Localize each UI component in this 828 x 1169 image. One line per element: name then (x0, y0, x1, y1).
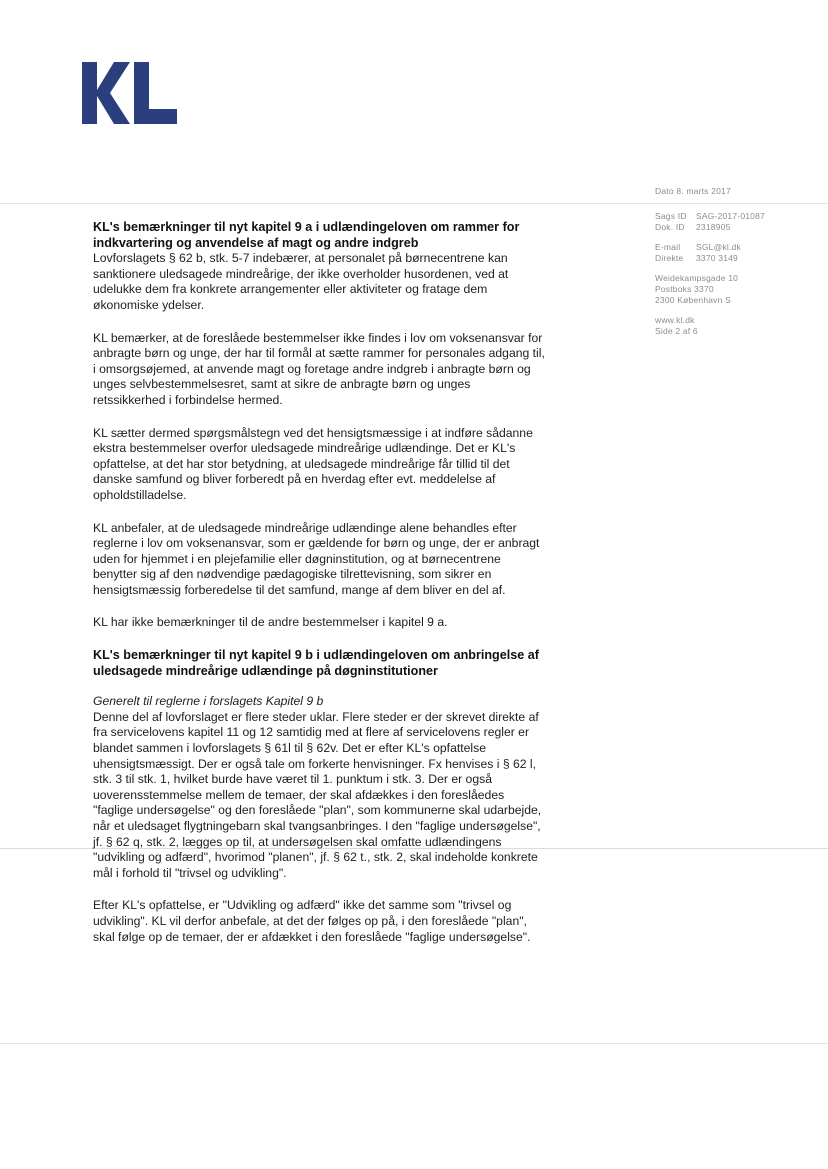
document-body (93, 220, 545, 962)
address-line-2: Postboks 3370 (655, 284, 714, 294)
direkte-label: Direkte (655, 253, 684, 263)
dok-id-value: 2318905 (696, 222, 731, 232)
sags-id-value: SAG-2017-01087 (696, 211, 765, 221)
kl-logo (82, 62, 177, 124)
date-line: Dato 8. marts 2017 (655, 186, 731, 196)
email-label: E-mail (655, 242, 681, 252)
paragraph-2: KL bemærker, at de foreslåede bestemmelser ikke findes i lov om voksenansvar for anbragte børn og unge, der har til formål at sætte rammer for personales adgang til, i omsorgsøjemed, at anvende magt og foretage andre indgreb i anbragte børn og unges selvbestemmelsesret, samt at sikre de anbragte børn og unges retssikkerhed i forbindelse hermed. (93, 330, 545, 407)
section-heading-9b: KL's bemærkninger til nyt kapitel 9 b i udlændingeloven om anbringelse af uledsagede mindreårige udlændinge på døgninstitutioner (93, 648, 539, 678)
paragraph-6: Denne del af lovforslaget er flere steder uklar. Flere steder er der skrevet direkte af fra servicelovens kapitel 11 og 12 samtidig med at flere af servicelovens regler er blandet sammen i lovforslagets § 61l til § 62v. Det er efter KL's opfattelse uhensigtsmæssigt. Der er også tale om forkerte henvisninger. Fx henvises i § 62 l, stk. 3 til stk. 1, hvilket burde have været til 1. punktum i stk. 3. Der er også uoverensstemmelse mellem de temaer, der skal afdækkes i den foreslåedes "faglige undersøgelse" og den foreslåede "plan", som kommunerne skal udarbejde, når et uledsaget flygtningebarn skal tvangsanbringes. I den "faglige undersøgelse", jf. § 62 q, stk. 2, lægges op til, at undersøgelsen skal omfatte udlændingens "udvikling og adfærd", hvorimod "planen", jf. § 62 t., stk. 2, skal indeholde konkrete mål i forhold til "trivsel og udvikling". (93, 709, 542, 880)
document-meta (655, 186, 815, 346)
section-heading-9a: KL's bemærkninger til nyt kapitel 9 a i udlændingeloven om rammer for indkvartering og anvendelse af magt og andre indgreb (93, 220, 520, 250)
paragraph-7: Efter KL's opfattelse, er "Udvikling og adfærd" ikke det samme som "trivsel og udvikling". KL vil derfor anbefale, at det der følges op på, i den foreslåede "plan", skal følge op de temaer, der er afdækket i den foreslåede "faglige undersøgelse". (93, 898, 531, 944)
subheading-general: Generelt til reglerne i forslagets Kapitel 9 b (93, 694, 324, 709)
scan-artifact-line (0, 1043, 828, 1044)
paragraph-5: KL har ikke bemærkninger til de andre bestemmelser i kapitel 9 a. (93, 615, 448, 630)
paragraph-1: Lovforslagets § 62 b, stk. 5-7 indebærer, at personalet på børnecentrene kan sanktionere uledsagede mindreårige, der ikke overholder husordenen, ved at udelukke dem fra konkrete arrangementer eller aktiviteter og fratage dem økonomiske ydelser. (93, 251, 509, 312)
address-group (655, 273, 815, 306)
dok-id-label: Dok. ID (655, 222, 685, 232)
direkte-row (655, 253, 815, 264)
direkte-value: 3370 3149 (696, 253, 738, 263)
web-address: www.kl.dk (655, 315, 695, 325)
sags-id-row (655, 211, 815, 222)
address-line-3: 2300 København S (655, 295, 731, 305)
ids-group (655, 211, 815, 233)
sags-id-label: Sags ID (655, 211, 687, 221)
web-group (655, 315, 815, 337)
email-value: SGL@kl.dk (696, 242, 741, 252)
address-line-1: Weidekampsgade 10 (655, 273, 739, 283)
paragraph-4: KL anbefaler, at de uledsagede mindreårige udlændinge alene behandles efter reglerne i lov om voksenansvar, som er gældende for børn og unge, der er anbragt uden for hjemmet i en plejefamilie eller døgninstitution, og at børnecentrene benytter sig af den nødvendige pædagogiske tilrettevisning, som sikrer en hensigtsmæssig forberedelse til det samfund, mange af dem bliver en del af. (93, 520, 540, 597)
paragraph-3: KL sætter dermed spørgsmålstegn ved det hensigtsmæssige i at indføre sådanne ekstra bestemmelser overfor uledsagede mindreårige udlændinge. Det er KL's opfattelse, at det har stor betydning, at uledsagede mindreårige får tillid til det danske samfund og bliver forberedt på en hverdag efter evt. meddelelse af opholdstilladelse. (93, 425, 533, 502)
email-row (655, 242, 815, 253)
page-number: Side 2 af 6 (655, 326, 698, 336)
dok-id-row (655, 222, 815, 233)
contact-group (655, 242, 815, 264)
